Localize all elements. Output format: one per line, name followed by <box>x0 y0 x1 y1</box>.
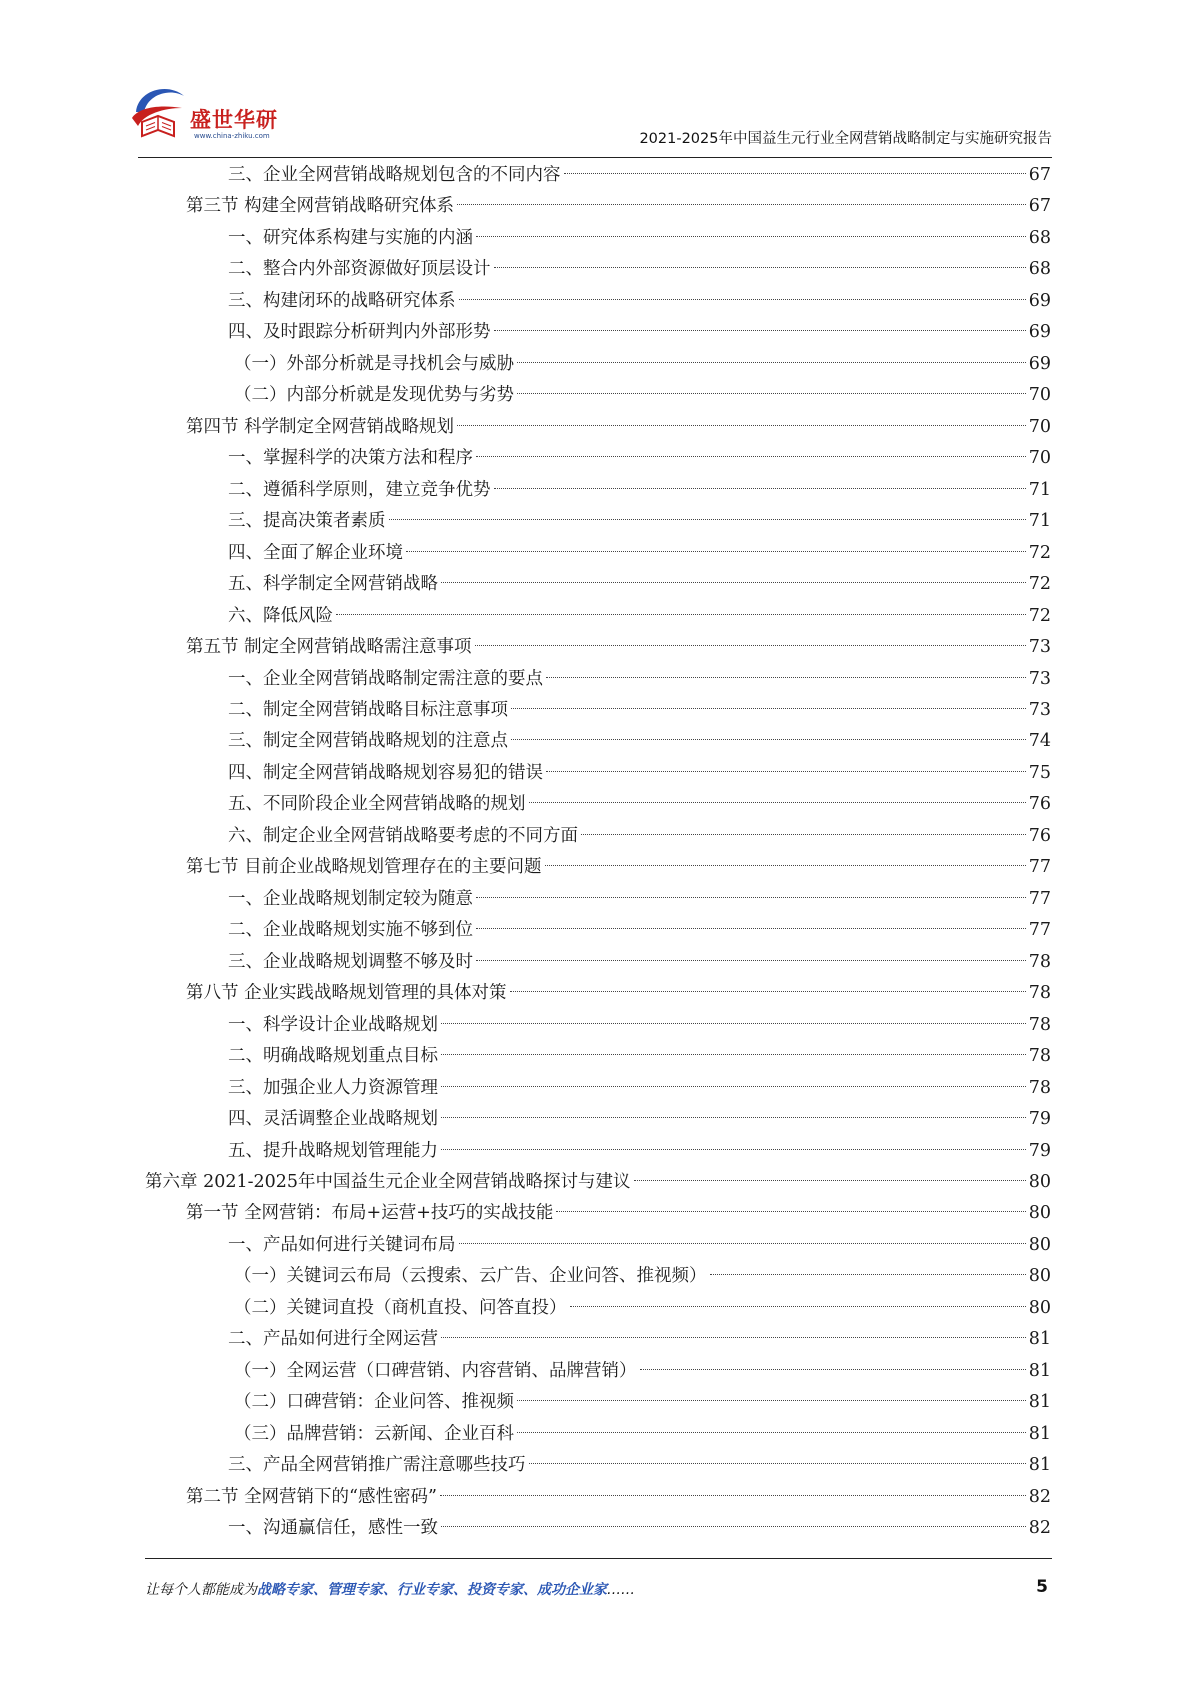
toc-entry[interactable] <box>145 852 1051 883</box>
toc-dot-leader <box>511 739 1026 740</box>
toc-dot-leader <box>564 173 1026 174</box>
toc-dot-leader <box>441 1117 1026 1118</box>
toc-entry[interactable] <box>145 380 1051 411</box>
toc-dot-leader <box>336 614 1026 615</box>
toc-entry-page: 71 <box>1028 511 1051 532</box>
toc-entry-page: 79 <box>1028 1140 1051 1161</box>
toc-dot-leader <box>581 834 1026 835</box>
toc-entry[interactable] <box>145 1198 1051 1229</box>
toc-entry-title: 第六章 2021-2025年中国益生元企业全网营销战略探讨与建议 <box>145 1172 631 1192</box>
toc-entry-page: 80 <box>1028 1266 1051 1287</box>
toc-entry-title: 四、灵活调整企业战略规划 <box>228 1109 438 1130</box>
header-divider <box>138 157 1052 158</box>
toc-entry-title: （二）内部分析就是发现优势与劣势 <box>234 385 514 406</box>
toc-dot-leader <box>517 1400 1026 1401</box>
toc-entry-title: 二、企业战略规划实施不够到位 <box>228 920 473 941</box>
footer-divider <box>145 1558 1052 1559</box>
toc-entry-title: 三、加强企业人力资源管理 <box>228 1077 438 1098</box>
toc-entry[interactable] <box>145 1041 1051 1072</box>
toc-entry[interactable] <box>145 1356 1051 1387</box>
toc-entry-page: 67 <box>1028 165 1051 185</box>
toc-entry-title: 三、制定全网营销战略规划的注意点 <box>228 731 508 752</box>
toc-entry-page: 81 <box>1028 1329 1051 1350</box>
toc-entry-title: 二、遵循科学原则，建立竞争优势 <box>228 479 491 500</box>
toc-entry-page: 72 <box>1028 605 1051 626</box>
toc-entry[interactable] <box>145 978 1051 1009</box>
toc-dot-leader <box>634 1180 1026 1181</box>
toc-dot-leader <box>440 1495 1026 1496</box>
toc-dot-leader <box>389 519 1026 520</box>
toc-entry-page: 77 <box>1028 888 1051 909</box>
toc-dot-leader <box>441 582 1026 583</box>
toc-entry[interactable] <box>145 1419 1051 1450</box>
toc-entry-title: 二、制定全网营销战略目标注意事项 <box>228 699 508 720</box>
toc-entry-title: （二）关键词直投（商机直投、问答直投） <box>234 1297 567 1318</box>
toc-entry-title: 一、研究体系构建与实施的内涵 <box>228 227 473 248</box>
slogan-prefix: 让每个人都能成为 <box>145 1582 257 1598</box>
toc-entry-title: 一、企业战略规划制定较为随意 <box>228 888 473 909</box>
toc-entry-title: 第七节 目前企业战略规划管理存在的主要问题 <box>186 857 542 878</box>
toc-entry[interactable] <box>145 569 1051 600</box>
toc-entry-title: 一、沟通赢信任，感性一致 <box>228 1518 438 1539</box>
toc-dot-leader <box>457 204 1026 205</box>
toc-entry[interactable] <box>145 1513 1051 1544</box>
toc-dot-leader <box>517 1432 1026 1433</box>
toc-entry-title: 一、掌握科学的决策方法和程序 <box>228 448 473 469</box>
toc-entry[interactable] <box>145 1387 1051 1418</box>
toc-entry[interactable] <box>145 317 1051 348</box>
toc-dot-leader <box>441 1023 1026 1024</box>
toc-entry[interactable] <box>145 412 1051 443</box>
toc-entry-page: 68 <box>1028 259 1051 280</box>
toc-entry[interactable] <box>145 1324 1051 1355</box>
toc-entry-title: （二）口碑营销：企业问答、推视频 <box>234 1392 514 1413</box>
toc-entry-page: 81 <box>1028 1455 1051 1476</box>
toc-entry-title: 三、企业战略规划调整不够及时 <box>228 951 473 972</box>
toc-dot-leader <box>546 771 1026 772</box>
toc-entry-title: 第二节 全网营销下的“感性密码” <box>186 1486 437 1507</box>
toc-entry-page: 78 <box>1028 1046 1051 1067</box>
document-title: 2021-2025年中国益生元行业全网营销战略制定与实施研究报告 <box>639 131 1052 147</box>
toc-entry-page: 72 <box>1028 542 1051 563</box>
logo-website: www.china-zhiku.com <box>194 132 270 140</box>
toc-entry[interactable] <box>145 821 1051 852</box>
toc-dot-leader <box>457 425 1026 426</box>
toc-dot-leader <box>529 1463 1026 1464</box>
toc-entry-page: 81 <box>1028 1392 1051 1413</box>
toc-entry-title: 五、提升战略规划管理能力 <box>228 1140 438 1161</box>
toc-dot-leader <box>570 1306 1026 1307</box>
toc-entry-page: 77 <box>1028 857 1051 878</box>
toc-entry[interactable] <box>145 160 1051 191</box>
toc-entry-title: 一、企业全网营销战略制定需注意的要点 <box>228 668 543 689</box>
toc-entry-page: 80 <box>1028 1297 1051 1318</box>
toc-entry-page: 73 <box>1028 699 1051 720</box>
toc-dot-leader <box>476 928 1026 929</box>
toc-entry[interactable] <box>145 1450 1051 1481</box>
toc-entry-title: 二、明确战略规划重点目标 <box>228 1046 438 1067</box>
toc-dot-leader <box>406 551 1026 552</box>
toc-entry-page: 81 <box>1028 1423 1051 1444</box>
toc-entry[interactable] <box>145 726 1051 757</box>
toc-dot-leader <box>511 708 1026 709</box>
toc-dot-leader <box>494 330 1026 331</box>
toc-entry-title: 二、产品如何进行全网运营 <box>228 1329 438 1350</box>
toc-entry-page: 80 <box>1028 1172 1051 1192</box>
toc-entry[interactable] <box>145 1230 1051 1261</box>
toc-entry-page: 80 <box>1028 1203 1051 1224</box>
toc-entry-page: 73 <box>1028 637 1051 658</box>
toc-entry[interactable] <box>145 915 1051 946</box>
slogan-highlight: 战略专家、管理专家、行业专家、投资专家、成功企业家 <box>257 1582 607 1598</box>
toc-entry-title: 四、及时跟踪分析研判内外部形势 <box>228 322 491 343</box>
toc-entry-title: 二、整合内外部资源做好顶层设计 <box>228 259 491 280</box>
toc-entry-title: 第八节 企业实践战略规划管理的具体对策 <box>186 983 507 1004</box>
toc-entry[interactable] <box>145 632 1051 663</box>
toc-entry-page: 78 <box>1028 951 1051 972</box>
toc-entry-page: 71 <box>1028 479 1051 500</box>
toc-entry-page: 73 <box>1028 668 1051 689</box>
toc-dot-leader <box>710 1274 1026 1275</box>
toc-entry-page: 69 <box>1028 353 1051 374</box>
toc-entry-page: 67 <box>1028 196 1051 217</box>
toc-entry-title: 三、提高决策者素质 <box>228 511 386 532</box>
toc-entry-page: 78 <box>1028 1014 1051 1035</box>
toc-entry-title: 第五节 制定全网营销战略需注意事项 <box>186 637 472 658</box>
toc-entry[interactable] <box>145 1104 1051 1135</box>
toc-dot-leader <box>517 393 1026 394</box>
toc-entry-page: 82 <box>1028 1486 1051 1507</box>
toc-entry[interactable] <box>145 191 1051 222</box>
toc-entry[interactable] <box>145 1293 1051 1324</box>
toc-entry-page: 81 <box>1028 1360 1051 1381</box>
toc-entry-page: 69 <box>1028 290 1051 311</box>
toc-entry[interactable] <box>145 1136 1051 1167</box>
toc-entry[interactable] <box>145 1261 1051 1292</box>
toc-entry-title: 五、科学制定全网营销战略 <box>228 574 438 595</box>
toc-entry-page: 78 <box>1028 1077 1051 1098</box>
toc-entry-page: 78 <box>1028 983 1051 1004</box>
toc-entry[interactable] <box>145 664 1051 695</box>
toc-dot-leader <box>556 1211 1025 1212</box>
toc-dot-leader <box>494 267 1026 268</box>
toc-entry[interactable] <box>145 1010 1051 1041</box>
toc-entry-title: （一）外部分析就是寻找机会与威胁 <box>234 353 514 374</box>
toc-entry-page: 77 <box>1028 920 1051 941</box>
toc-entry-title: 四、制定全网营销战略规划容易犯的错误 <box>228 762 543 783</box>
toc-entry-title: 三、企业全网营销战略规划包含的不同内容 <box>228 165 561 185</box>
toc-entry-title: （三）品牌营销：云新闻、企业百科 <box>234 1423 514 1444</box>
toc-entry[interactable] <box>145 254 1051 285</box>
toc-entry-title: 第三节 构建全网营销战略研究体系 <box>186 196 455 217</box>
toc-entry[interactable] <box>145 789 1051 820</box>
toc-entry-page: 70 <box>1028 385 1051 406</box>
toc-entry-title: 五、不同阶段企业全网营销战略的规划 <box>228 794 526 815</box>
toc-dot-leader <box>640 1369 1026 1370</box>
toc-entry-page: 79 <box>1028 1109 1051 1130</box>
toc-entry-page: 70 <box>1028 416 1051 437</box>
toc-entry-page: 80 <box>1028 1234 1051 1255</box>
toc-entry[interactable] <box>145 758 1051 789</box>
toc-entry[interactable] <box>145 947 1051 978</box>
toc-entry-page: 76 <box>1028 825 1051 846</box>
toc-dot-leader <box>459 299 1026 300</box>
toc-entry[interactable] <box>145 223 1051 254</box>
toc-entry[interactable] <box>145 286 1051 317</box>
toc-entry-title: 一、产品如何进行关键词布局 <box>228 1234 456 1255</box>
toc-entry-page: 68 <box>1028 227 1051 248</box>
toc-entry[interactable] <box>145 349 1051 380</box>
toc-entry-title: 三、产品全网营销推广需注意哪些技巧 <box>228 1455 526 1476</box>
toc-dot-leader <box>459 1243 1026 1244</box>
toc-dot-leader <box>510 991 1026 992</box>
toc-entry[interactable] <box>145 443 1051 474</box>
toc-dot-leader <box>517 362 1026 363</box>
toc-dot-leader <box>546 677 1026 678</box>
toc-entry-page: 82 <box>1028 1518 1051 1539</box>
toc-entry-title: （一）全网运营（口碑营销、内容营销、品牌营销） <box>234 1360 637 1381</box>
toc-entry-title: 一、科学设计企业战略规划 <box>228 1014 438 1035</box>
toc-entry-page: 70 <box>1028 448 1051 469</box>
toc-dot-leader <box>545 865 1026 866</box>
page-number: 5 <box>1036 1577 1048 1597</box>
toc-dot-leader <box>475 645 1026 646</box>
toc-dot-leader <box>476 960 1026 961</box>
slogan-suffix: …… <box>607 1582 635 1598</box>
toc-entry-title: 第四节 科学制定全网营销战略规划 <box>186 416 455 437</box>
toc-entry-page: 76 <box>1028 794 1051 815</box>
toc-dot-leader <box>441 1054 1026 1055</box>
logo-brand-text: 盛世华研 <box>190 108 278 132</box>
toc-entry-title: 四、全面了解企业环境 <box>228 542 403 563</box>
toc-entry-title: 六、降低风险 <box>228 605 333 626</box>
toc-entry[interactable] <box>145 1167 1051 1198</box>
toc-entry[interactable] <box>145 1482 1051 1513</box>
table-of-contents <box>145 160 1051 1545</box>
toc-dot-leader <box>476 236 1026 237</box>
toc-entry[interactable] <box>145 695 1051 726</box>
toc-dot-leader <box>441 1149 1026 1150</box>
toc-entry[interactable] <box>145 538 1051 569</box>
toc-dot-leader <box>529 802 1026 803</box>
toc-entry[interactable] <box>145 601 1051 632</box>
toc-dot-leader <box>494 488 1026 489</box>
toc-entry-title: 三、构建闭环的战略研究体系 <box>228 290 456 311</box>
toc-entry[interactable] <box>145 475 1051 506</box>
toc-entry-title: 第一节 全网营销：布局+运营+技巧的实战技能 <box>186 1203 554 1224</box>
toc-entry-page: 75 <box>1028 762 1051 783</box>
toc-entry-title: （一）关键词云布局（云搜索、云广告、企业问答、推视频） <box>234 1266 707 1287</box>
book-swoosh-icon <box>128 78 194 144</box>
toc-dot-leader <box>441 1526 1026 1527</box>
footer-slogan <box>145 1579 635 1599</box>
company-logo <box>128 78 298 144</box>
toc-entry-page: 69 <box>1028 322 1051 343</box>
toc-entry-title: 六、制定企业全网营销战略要考虑的不同方面 <box>228 825 578 846</box>
toc-dot-leader <box>476 456 1026 457</box>
toc-entry[interactable] <box>145 884 1051 915</box>
toc-entry-page: 74 <box>1028 731 1051 752</box>
toc-entry-page: 72 <box>1028 574 1051 595</box>
toc-entry[interactable] <box>145 1073 1051 1104</box>
toc-dot-leader <box>476 897 1026 898</box>
toc-dot-leader <box>441 1337 1026 1338</box>
toc-entry[interactable] <box>145 506 1051 537</box>
toc-dot-leader <box>441 1086 1026 1087</box>
